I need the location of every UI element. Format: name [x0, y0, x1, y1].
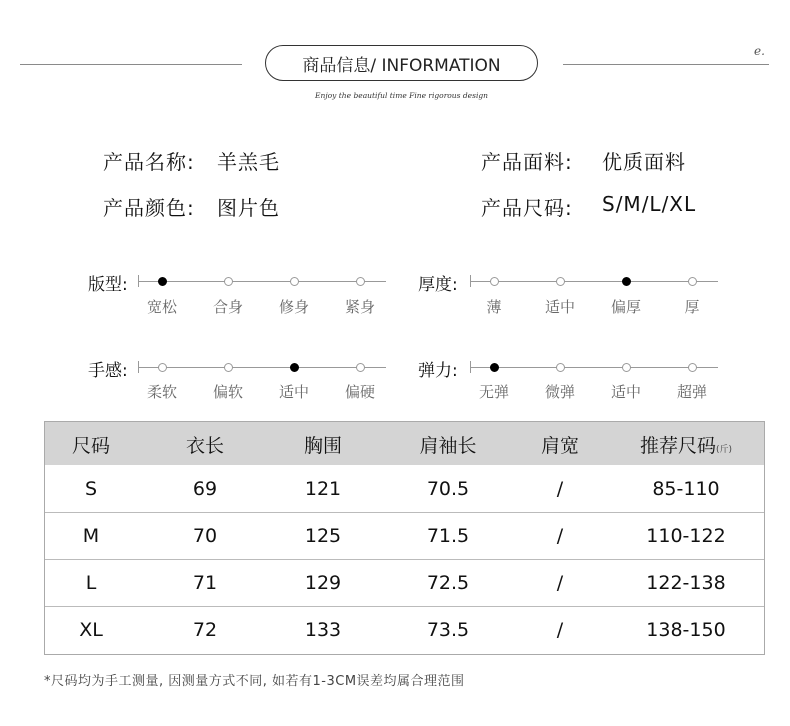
fit-option-1: 宽松 [146, 298, 177, 316]
table-cell-r4-c1: XL [79, 619, 103, 641]
column-header-text: 推荐尺码 [639, 435, 716, 457]
feel-label: 手感: [88, 361, 128, 381]
fit-marker-1 [158, 277, 167, 286]
table-cell-r2-c4: 71.5 [426, 525, 470, 547]
fit-track [138, 281, 386, 282]
table-cell-r2-c2: 70 [192, 525, 218, 547]
row-divider [45, 606, 764, 607]
thickness-marker-2 [556, 277, 565, 286]
fit-marker-3 [290, 277, 299, 286]
column-unit: (斤) [715, 445, 733, 455]
section-title [265, 45, 538, 81]
product-size-value: S/M/L/XL [602, 192, 697, 216]
elasticity-marker-4 [688, 363, 697, 372]
column-header-3 [253, 431, 393, 458]
section-subtitle: Enjoy the beautiful time Fine rigorous design [315, 91, 488, 100]
fit-option-2: 合身 [212, 298, 243, 316]
table-cell-r3-c4: 72.5 [426, 572, 470, 594]
row-divider [45, 512, 764, 513]
feel-marker-1 [158, 363, 167, 372]
table-cell-r2-c3: 125 [304, 525, 342, 547]
column-header-5 [490, 431, 630, 458]
table-cell-r4-c4: 73.5 [426, 619, 470, 641]
thickness-option-4: 厚 [684, 298, 700, 316]
elasticity-marker-1 [490, 363, 499, 372]
table-cell-r4-c2: 72 [192, 619, 218, 641]
product-color-value: 图片色 [217, 196, 280, 220]
elasticity-option-3: 适中 [610, 383, 641, 401]
table-cell-r1-c5: / [556, 478, 564, 500]
fit-marker-4 [356, 277, 365, 286]
table-cell-r1-c4: 70.5 [426, 478, 470, 500]
table-cell-r3-c3: 129 [304, 572, 342, 594]
feel-option-3: 适中 [278, 383, 309, 401]
table-cell-r4-c5: / [556, 619, 564, 641]
size-table [44, 421, 765, 655]
table-cell-r2-c6: 110-122 [646, 525, 726, 547]
table-cell-r3-c2: 71 [192, 572, 218, 594]
fit-option-3: 修身 [278, 298, 309, 316]
feel-marker-3 [290, 363, 299, 372]
table-cell-r2-c5: / [556, 525, 564, 547]
feel-marker-2 [224, 363, 233, 372]
column-header-text: 肩宽 [540, 435, 579, 457]
table-cell-r3-c5: / [556, 572, 564, 594]
thickness-track [470, 281, 718, 282]
product-material-label: 产品面料: [481, 150, 573, 174]
table-cell-r3-c1: L [85, 572, 97, 594]
elasticity-marker-2 [556, 363, 565, 372]
column-header-text: 肩袖长 [419, 435, 477, 457]
section-title-text: 商品信息/ INFORMATION [302, 55, 501, 76]
fit-option-4: 紧身 [344, 298, 375, 316]
thickness-option-1: 薄 [486, 298, 502, 316]
thickness-label: 厚度: [418, 275, 458, 295]
product-size-label: 产品尺码: [481, 196, 573, 220]
header-line-left [20, 64, 242, 65]
feel-option-4: 偏硬 [344, 383, 375, 401]
table-cell-r2-c1: M [82, 525, 100, 547]
elasticity-option-1: 无弹 [478, 383, 509, 401]
product-color-label: 产品颜色: [103, 196, 195, 220]
elasticity-label: 弹力: [418, 361, 458, 381]
thickness-marker-1 [490, 277, 499, 286]
fit-marker-2 [224, 277, 233, 286]
feel-marker-4 [356, 363, 365, 372]
product-name-label: 产品名称: [103, 150, 195, 174]
column-header-text: 衣长 [185, 435, 224, 457]
thickness-option-2: 适中 [544, 298, 575, 316]
column-header-text: 胸围 [303, 435, 342, 457]
table-cell-r1-c1: S [84, 478, 98, 500]
product-name-value: 羊羔毛 [217, 150, 280, 174]
elasticity-marker-3 [622, 363, 631, 372]
thickness-marker-3 [622, 277, 631, 286]
feel-option-1: 柔软 [146, 383, 177, 401]
corner-mark: e. [754, 44, 765, 58]
table-cell-r4-c3: 133 [304, 619, 342, 641]
column-header-text: 尺码 [71, 435, 110, 457]
product-material-value: 优质面料 [602, 150, 686, 174]
header-line-right [563, 64, 769, 65]
table-cell-r1-c3: 121 [304, 478, 342, 500]
feel-option-2: 偏软 [212, 383, 243, 401]
table-cell-r1-c2: 69 [192, 478, 218, 500]
thickness-option-3: 偏厚 [610, 298, 641, 316]
elasticity-option-2: 微弹 [544, 383, 575, 401]
table-cell-r1-c6: 85-110 [652, 478, 720, 500]
row-divider [45, 559, 764, 560]
elasticity-option-4: 超弹 [676, 383, 707, 401]
table-cell-r3-c6: 122-138 [646, 572, 726, 594]
thickness-marker-4 [688, 277, 697, 286]
elasticity-track [470, 367, 718, 368]
feel-track [138, 367, 386, 368]
measurement-note: *尺码均为手工测量, 因测量方式不同, 如若有1-3CM误差均属合理范围 [44, 674, 465, 689]
table-cell-r4-c6: 138-150 [646, 619, 726, 641]
column-header-6 [616, 431, 756, 458]
fit-label: 版型: [88, 275, 128, 295]
